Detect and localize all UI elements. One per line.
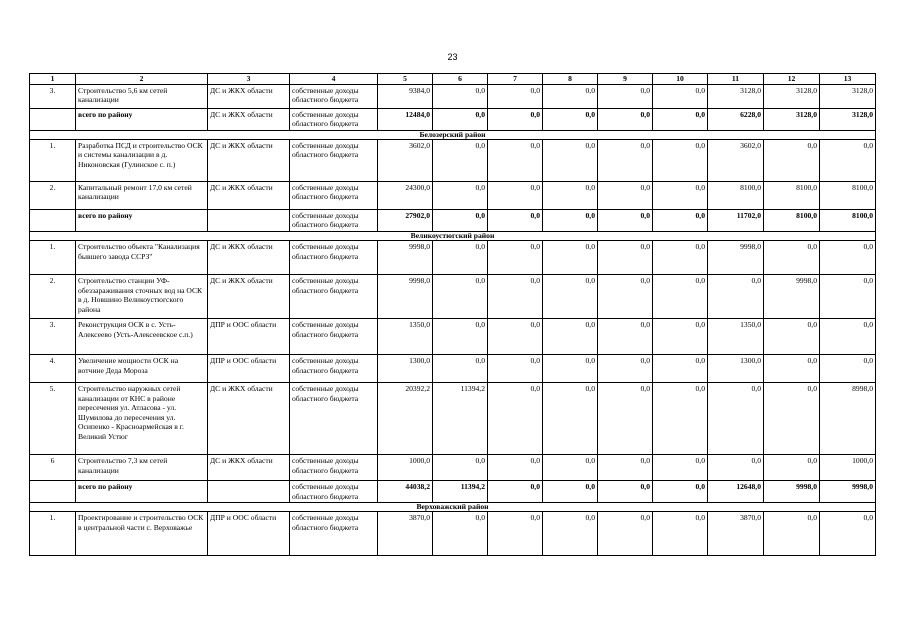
amount-cell: 0,0 [543,209,598,231]
amount-cell: 0,0 [653,108,708,130]
row-number: 5. [30,382,76,454]
amount-cell: 6228,0 [708,108,764,130]
table-row [30,84,876,108]
amount-cell: 3128,0 [820,84,876,108]
project-name: Проектирование и строительство ОСК в центральной части с. Верховажье [76,512,208,556]
amount-cell: 0,0 [820,240,876,274]
table-row [30,354,876,382]
row-number: 2. [30,181,76,209]
amount-cell: 9998,0 [764,274,820,318]
amount-cell: 0,0 [543,454,598,480]
amount-cell: 0,0 [488,480,543,502]
amount-cell: 0,0 [433,139,488,181]
amount-cell: 0,0 [543,240,598,274]
project-name: Строительство 7,3 км сетей канализации [76,454,208,480]
amount-cell: 0,0 [653,274,708,318]
amount-cell: 0,0 [543,108,598,130]
header-cell: 8 [543,74,598,85]
amount-cell: 0,0 [543,181,598,209]
funding-source: собственные доходы областного бюджета [290,181,378,209]
amount-cell: 0,0 [653,139,708,181]
amount-cell: 0,0 [433,318,488,354]
header-cell: 4 [290,74,378,85]
amount-cell: 0,0 [433,354,488,382]
amount-cell: 0,0 [488,209,543,231]
district-title: Великоустюгский район [30,231,876,240]
responsible-body: ДС и ЖКХ области [208,240,290,274]
header-cell: 7 [488,74,543,85]
amount-cell: 0,0 [543,512,598,556]
table-row [30,139,876,181]
project-name: Разработка ПСД и строительство ОСК и системы канализации в д. Никоновская (Гулинское с. п.) [76,139,208,181]
table-row [30,454,876,480]
amount-cell: 24300,0 [378,181,433,209]
header-cell: 10 [653,74,708,85]
amount-cell: 0,0 [433,84,488,108]
amount-cell: 0,0 [433,274,488,318]
amount-cell: 3128,0 [820,108,876,130]
header-cell: 2 [76,74,208,85]
amount-cell: 0,0 [598,240,653,274]
row-number: 3. [30,318,76,354]
amount-cell: 0,0 [543,84,598,108]
amount-cell: 0,0 [764,240,820,274]
amount-cell: 0,0 [598,209,653,231]
amount-cell: 3602,0 [378,139,433,181]
amount-cell: 0,0 [653,480,708,502]
project-name: Строительство объекта "Канализация бывшего завода ССРЗ" [76,240,208,274]
amount-cell: 8100,0 [708,181,764,209]
amount-cell: 9998,0 [764,480,820,502]
district-total-row [30,209,876,231]
amount-cell: 8100,0 [764,209,820,231]
amount-cell: 0,0 [598,84,653,108]
amount-cell: 0,0 [488,382,543,454]
amount-cell: 12648,0 [708,480,764,502]
project-name: Строительство наружных сетей канализации от КНС в районе пересечения ул. Атласова - ул. Шумилова до пересечения ул. Осипенко - Красноармейская в г. Великий Устюг [76,382,208,454]
table-row [30,512,876,556]
table-row [30,318,876,354]
amount-cell: 0,0 [764,139,820,181]
amount-cell: 1300,0 [378,354,433,382]
amount-cell: 20392,2 [378,382,433,454]
amount-cell: 0,0 [653,240,708,274]
amount-cell: 0,0 [598,354,653,382]
funding-source: собственные доходы областного бюджета [290,209,378,231]
funding-source: собственные доходы областного бюджета [290,139,378,181]
amount-cell: 0,0 [764,382,820,454]
amount-cell: 8100,0 [820,209,876,231]
funding-source: собственные доходы областного бюджета [290,84,378,108]
header-row [30,74,876,85]
responsible-body: ДС и ЖКХ области [208,274,290,318]
amount-cell: 9998,0 [820,480,876,502]
amount-cell: 0,0 [820,354,876,382]
amount-cell: 44038,2 [378,480,433,502]
row-number: 2. [30,274,76,318]
district-total-row [30,480,876,502]
project-name: всего по району [76,480,208,502]
table-row [30,382,876,454]
table-row [30,181,876,209]
amount-cell: 0,0 [653,512,708,556]
amount-cell: 3870,0 [378,512,433,556]
amount-cell: 0,0 [708,382,764,454]
table-row [30,274,876,318]
amount-cell: 1000,0 [820,454,876,480]
row-number [30,108,76,130]
amount-cell: 0,0 [543,139,598,181]
responsible-body: ДС и ЖКХ области [208,382,290,454]
responsible-body: ДПР и ООС области [208,318,290,354]
funding-source: собственные доходы областного бюджета [290,454,378,480]
amount-cell: 0,0 [488,354,543,382]
amount-cell: 0,0 [764,354,820,382]
amount-cell: 8998,0 [820,382,876,454]
amount-cell: 3870,0 [708,512,764,556]
header-cell: 11 [708,74,764,85]
amount-cell: 1350,0 [378,318,433,354]
amount-cell: 0,0 [488,181,543,209]
district-total-row [30,108,876,130]
district-section-row [30,503,876,512]
responsible-body: ДПР и ООС области [208,354,290,382]
amount-cell: 0,0 [653,354,708,382]
project-name: Строительство станции УФ-обеззараживания сточных вод на ОСК в д. Новшино Великоустюгского района [76,274,208,318]
row-number: 1. [30,512,76,556]
amount-cell: 0,0 [598,382,653,454]
amount-cell: 0,0 [543,382,598,454]
district-title: Белозерский район [30,130,876,139]
amount-cell: 0,0 [433,512,488,556]
amount-cell: 0,0 [653,84,708,108]
budget-table [29,73,876,556]
amount-cell: 0,0 [820,274,876,318]
header-cell: 1 [30,74,76,85]
header-cell: 13 [820,74,876,85]
project-name: Увеличение мощности ОСК на вотчине Деда Мороза [76,354,208,382]
amount-cell: 0,0 [653,181,708,209]
amount-cell: 8100,0 [820,181,876,209]
amount-cell: 0,0 [488,240,543,274]
row-number: 3. [30,84,76,108]
amount-cell: 1000,0 [378,454,433,480]
responsible-body: ДС и ЖКХ области [208,139,290,181]
amount-cell: 0,0 [433,209,488,231]
header-cell: 6 [433,74,488,85]
district-title: Верховажский район [30,503,876,512]
amount-cell: 0,0 [708,454,764,480]
amount-cell: 0,0 [598,139,653,181]
amount-cell: 0,0 [433,181,488,209]
row-number: 1. [30,139,76,181]
project-name: Строительство 5,6 км сетей канализации [76,84,208,108]
row-number: 4. [30,354,76,382]
project-name: Реконструкция ОСК в с. Усть-Алексеево (Усть-Алексеевское с.п.) [76,318,208,354]
project-name: всего по району [76,108,208,130]
header-cell: 9 [598,74,653,85]
responsible-body [208,209,290,231]
amount-cell: 12484,0 [378,108,433,130]
amount-cell: 0,0 [488,274,543,318]
amount-cell: 0,0 [543,274,598,318]
amount-cell: 11394,2 [433,480,488,502]
responsible-body [208,480,290,502]
table-row [30,240,876,274]
amount-cell: 0,0 [488,84,543,108]
amount-cell: 27902,0 [378,209,433,231]
amount-cell: 3128,0 [764,84,820,108]
funding-source: собственные доходы областного бюджета [290,108,378,130]
funding-source: собственные доходы областного бюджета [290,318,378,354]
amount-cell: 0,0 [543,318,598,354]
district-section-row [30,130,876,139]
amount-cell: 0,0 [488,318,543,354]
amount-cell: 0,0 [598,480,653,502]
responsible-body: ДПР и ООС области [208,512,290,556]
amount-cell: 0,0 [764,318,820,354]
responsible-body: ДС и ЖКХ области [208,84,290,108]
responsible-body: ДС и ЖКХ области [208,454,290,480]
amount-cell: 0,0 [764,512,820,556]
funding-source: собственные доходы областного бюджета [290,240,378,274]
amount-cell: 0,0 [598,108,653,130]
row-number [30,209,76,231]
amount-cell: 0,0 [598,318,653,354]
amount-cell: 1350,0 [708,318,764,354]
amount-cell: 0,0 [433,240,488,274]
amount-cell: 3128,0 [764,108,820,130]
row-number: 1. [30,240,76,274]
header-cell: 5 [378,74,433,85]
amount-cell: 3128,0 [708,84,764,108]
amount-cell: 0,0 [488,139,543,181]
funding-source: собственные доходы областного бюджета [290,512,378,556]
page-number: 23 [447,52,458,62]
amount-cell: 0,0 [488,512,543,556]
project-name: Капитальный ремонт 17,0 км сетей канализации [76,181,208,209]
funding-source: собственные доходы областного бюджета [290,354,378,382]
amount-cell: 0,0 [433,454,488,480]
amount-cell: 0,0 [820,318,876,354]
amount-cell: 0,0 [433,108,488,130]
amount-cell: 0,0 [820,512,876,556]
amount-cell: 9384,0 [378,84,433,108]
amount-cell: 0,0 [598,454,653,480]
amount-cell: 0,0 [598,512,653,556]
amount-cell: 9998,0 [378,240,433,274]
amount-cell: 9998,0 [378,274,433,318]
row-number: 6 [30,454,76,480]
amount-cell: 0,0 [764,454,820,480]
funding-source: собственные доходы областного бюджета [290,480,378,502]
amount-cell: 1300,0 [708,354,764,382]
responsible-body: ДС и ЖКХ области [208,108,290,130]
amount-cell: 0,0 [820,139,876,181]
amount-cell: 0,0 [543,480,598,502]
amount-cell: 0,0 [653,209,708,231]
amount-cell: 0,0 [653,318,708,354]
responsible-body: ДС и ЖКХ области [208,181,290,209]
row-number [30,480,76,502]
amount-cell: 0,0 [653,382,708,454]
amount-cell: 0,0 [543,354,598,382]
amount-cell: 0,0 [598,274,653,318]
project-name: всего по району [76,209,208,231]
amount-cell: 11702,0 [708,209,764,231]
amount-cell: 0,0 [598,181,653,209]
amount-cell: 11394,2 [433,382,488,454]
amount-cell: 0,0 [708,274,764,318]
funding-source: собственные доходы областного бюджета [290,274,378,318]
funding-source: собственные доходы областного бюджета [290,382,378,454]
amount-cell: 0,0 [488,108,543,130]
amount-cell: 0,0 [653,454,708,480]
amount-cell: 9998,0 [708,240,764,274]
header-cell: 12 [764,74,820,85]
amount-cell: 0,0 [488,454,543,480]
district-section-row [30,231,876,240]
header-cell: 3 [208,74,290,85]
amount-cell: 3602,0 [708,139,764,181]
amount-cell: 8100,0 [764,181,820,209]
